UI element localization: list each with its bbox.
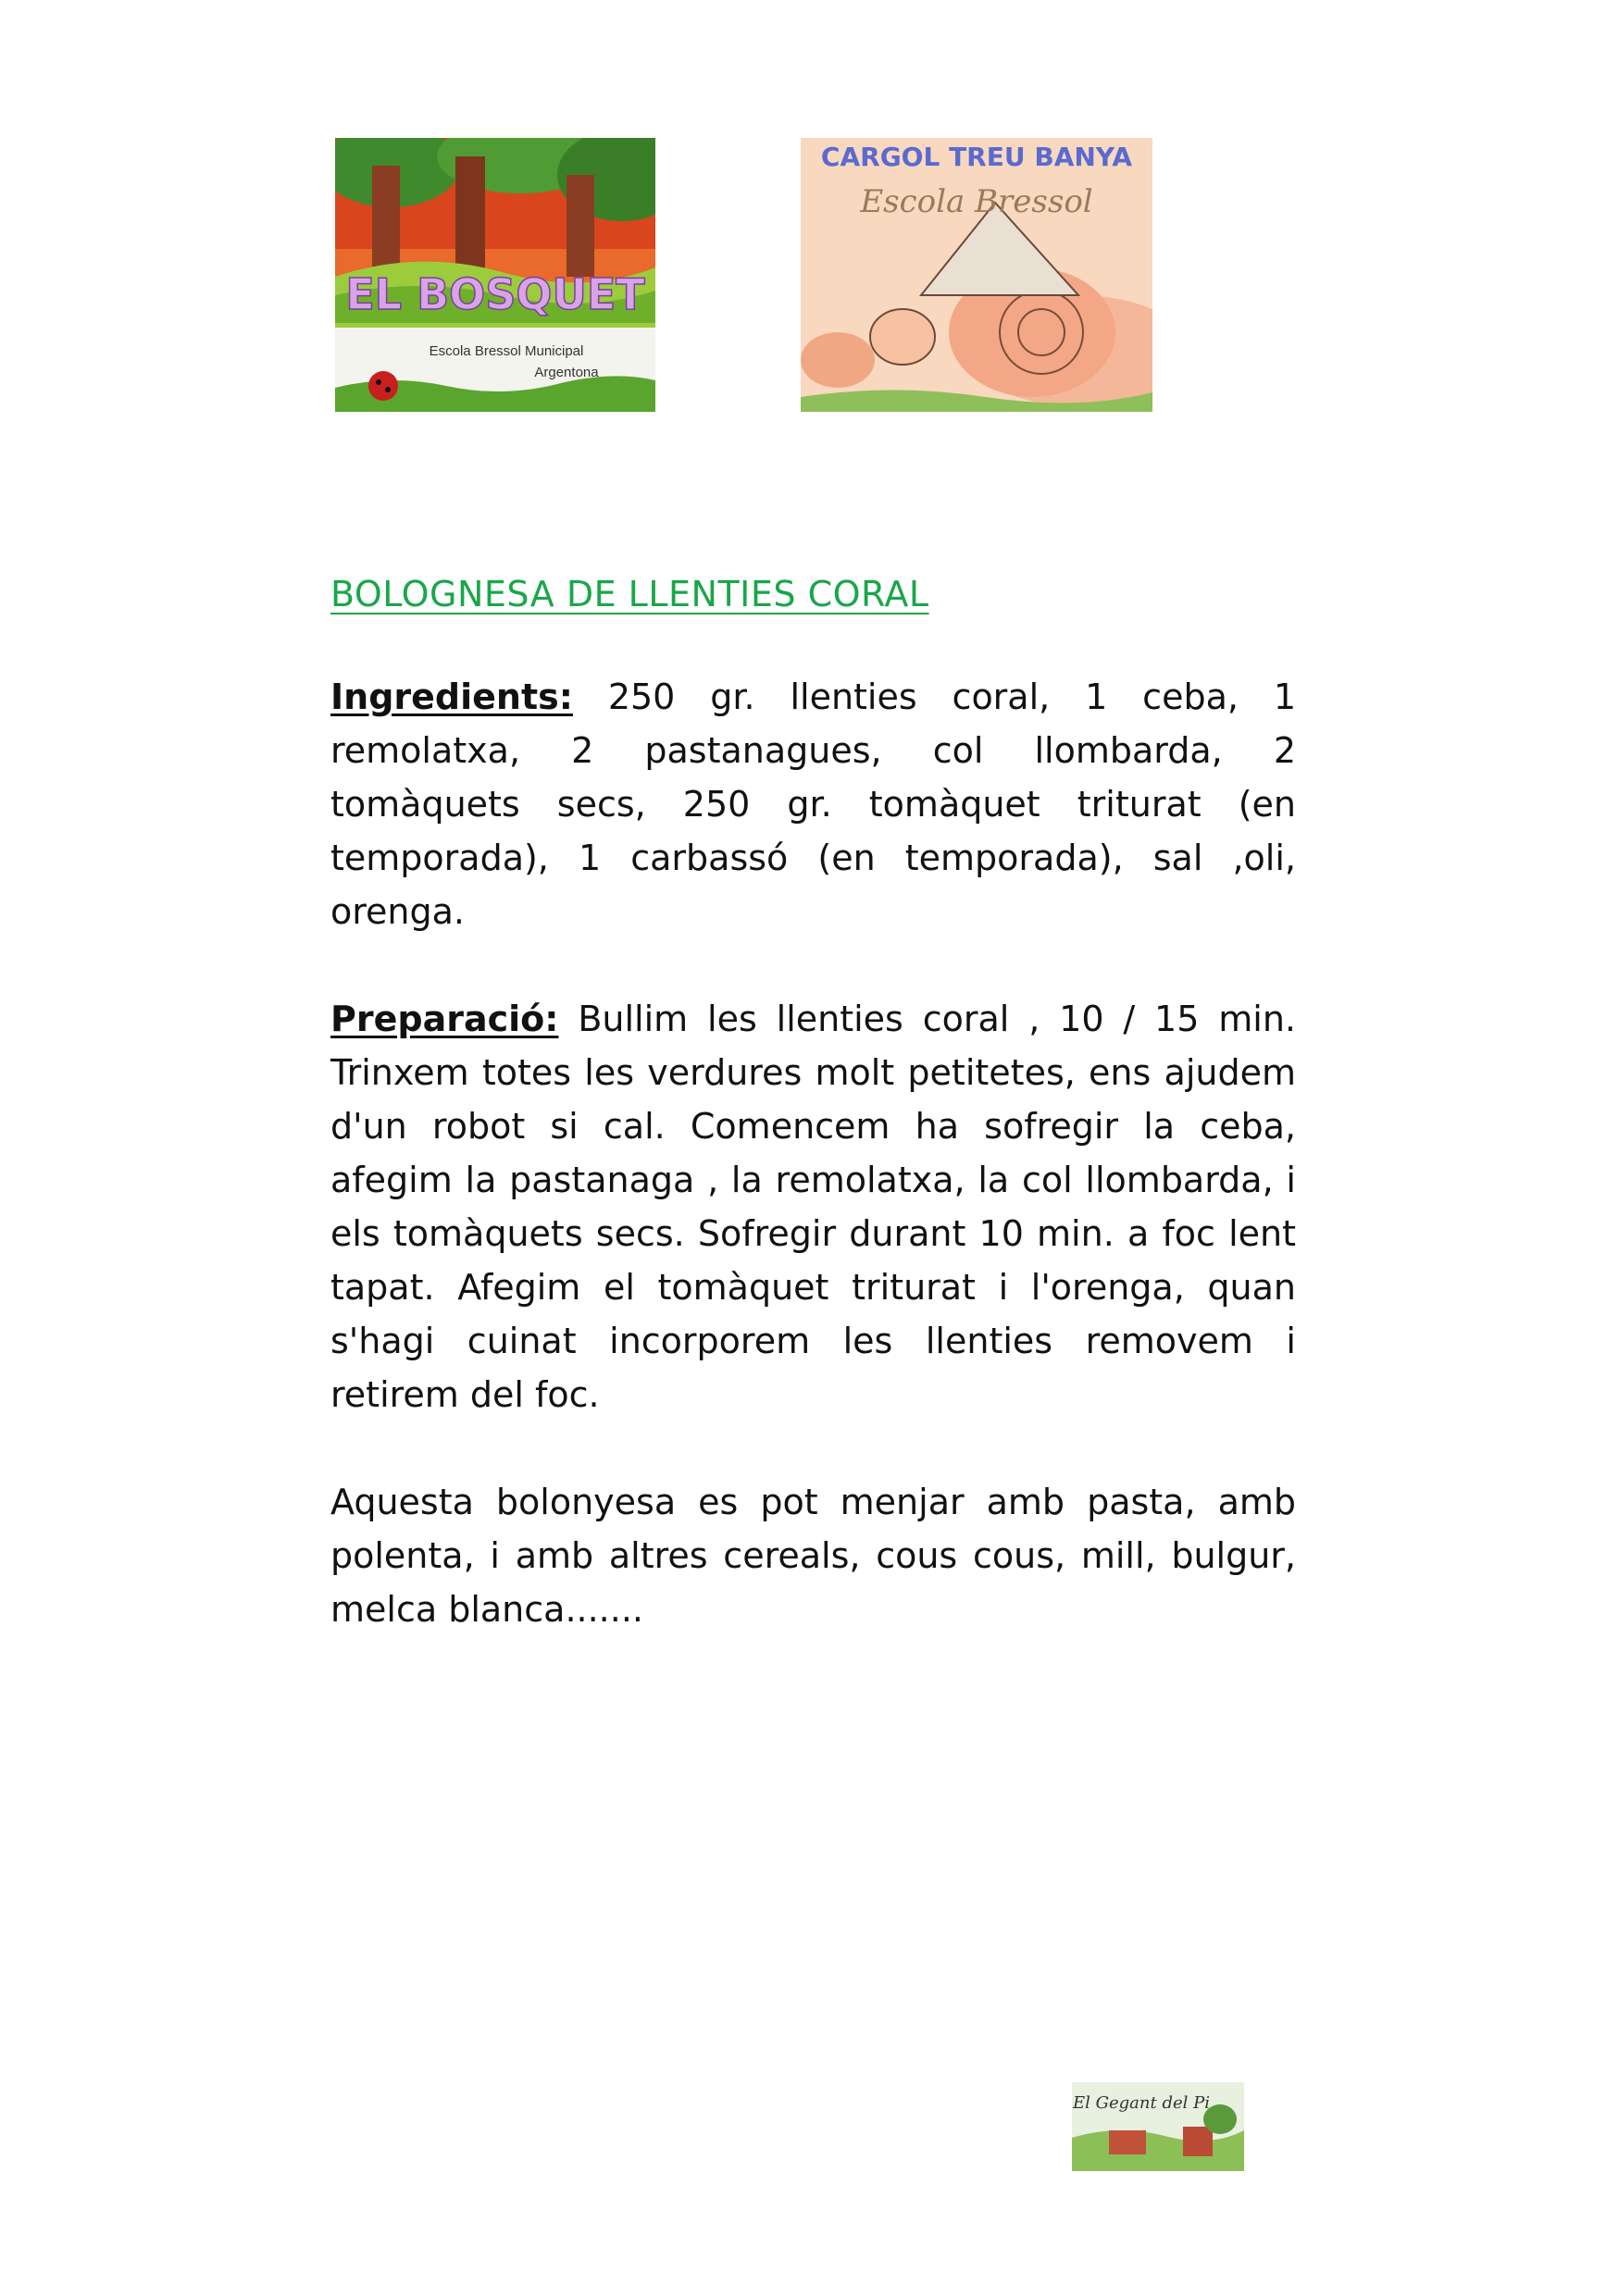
- ingredients-text: 250 gr. llenties coral, 1 ceba, 1 remolatxa, 2 pastanagues, col llombarda, 2 tomàquets secs, 250 gr. tomàquet triturat (en temporada), 1 carbassó (en temporada), sal ,oli, orenga.: [330, 676, 1296, 932]
- preparation-text: Bullim les llenties coral , 10 / 15 min. Trinxem totes les verdures molt petitetes, ens ajudem d'un robot si cal. Comencem ha sofregir la ceba, afegim la pastanaga , la remolatxa, la col llombarda, i els tomàquets secs. Sofregir durant 10 min. a foc lent tapat. Afegim el tomàquet triturat i l'orenga, quan s'hagi cuinat incorporem les llenties removem i retirem del foc.: [330, 999, 1296, 1415]
- bosquet-logo-title: EL BOSQUET: [345, 269, 645, 319]
- recipe-title: BOLOGNESA DE LLENTIES CORAL: [330, 574, 929, 614]
- preparation-label: Preparació:: [330, 999, 559, 1039]
- el-bosquet-logo: [335, 138, 655, 412]
- cargol-treu-banya-logo: [801, 138, 1152, 412]
- recipe-content: [330, 574, 1296, 1690]
- preparation-paragraph: [330, 992, 1296, 1421]
- serving-note: Aquesta bolonyesa es pot menjar amb pasta, amb polenta, i amb altres cereals, cous cous, mill, bulgur, melca blanca.......: [330, 1482, 1296, 1630]
- ingredients-paragraph: [330, 670, 1296, 938]
- ingredients-label: Ingredients:: [330, 676, 573, 717]
- el-gegant-del-pi-logo: [1072, 2082, 1244, 2171]
- bosquet-logo-line2: Argentona: [534, 365, 599, 380]
- gegant-logo-title: El Gegant del Pi: [1073, 2093, 1210, 2113]
- bosquet-logo-line1: Escola Bressol Municipal: [429, 343, 584, 359]
- cargol-logo-title: CARGOL TREU BANYA: [820, 142, 1133, 172]
- cargol-logo-subtitle: Escola Bressol: [860, 183, 1093, 220]
